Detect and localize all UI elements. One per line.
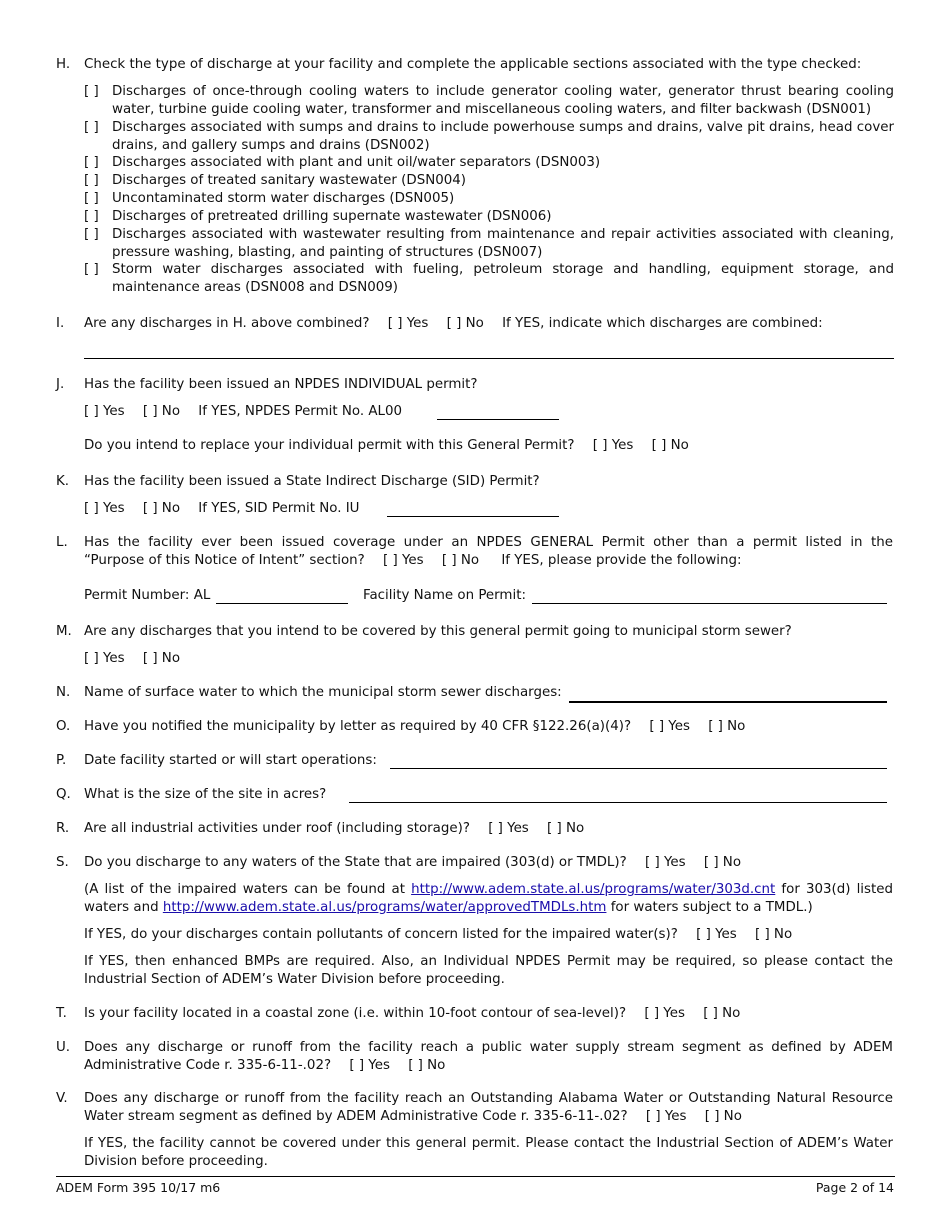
k-yes-checkbox[interactable]: [ ] Yes xyxy=(84,501,125,516)
question-s-text: Do you discharge to any waters of the State that are impaired (303(d) or TMDL)? xyxy=(84,855,627,870)
question-m-answer xyxy=(84,650,180,668)
item-letter-j: J. xyxy=(56,377,65,392)
option-dsn005: Uncontaminated storm water discharges (DSN005) xyxy=(112,191,455,206)
option-dsn006: Discharges of pretreated drilling supernate wastewater (DSN006) xyxy=(112,209,552,224)
item-letter-i: I. xyxy=(56,316,65,331)
t-yes-checkbox[interactable]: [ ] Yes xyxy=(644,1006,685,1021)
question-l-tail: If YES, please provide the following: xyxy=(501,553,742,568)
question-i-tail: If YES, indicate which discharges are combined: xyxy=(502,316,823,331)
checkbox-dsn003[interactable]: [ ] xyxy=(84,155,99,170)
footer-rule xyxy=(56,1176,895,1177)
option-dsn002: Discharges associated with sumps and drains to include powerhouse sumps and drains, valve pit drains, head cover drains, and gallery sumps and drains (DSN002) xyxy=(112,120,894,153)
question-k-answer xyxy=(84,500,360,518)
question-t xyxy=(84,1005,740,1023)
option-dsn008-009: Storm water discharges associated with fueling, petroleum storage and handling, equipment storage, and maintenance areas (DSN008 and DSN009) xyxy=(112,262,894,295)
j-yes-checkbox[interactable]: [ ] Yes xyxy=(84,404,125,419)
m-no-checkbox[interactable]: [ ] No xyxy=(142,651,181,666)
k-no-checkbox[interactable]: [ ] No xyxy=(142,501,181,516)
question-k: Has the facility been issued a State Indirect Discharge (SID) Permit? xyxy=(84,474,540,489)
option-dsn003: Discharges associated with plant and unit oil/water separators (DSN003) xyxy=(112,155,601,170)
item-letter-k: K. xyxy=(56,474,70,489)
checkbox-dsn005[interactable]: [ ] xyxy=(84,191,99,206)
j-replace-yes-checkbox[interactable]: [ ] Yes xyxy=(592,438,634,453)
item-letter-p: P. xyxy=(56,753,67,768)
u-yes-checkbox[interactable]: [ ] Yes xyxy=(349,1058,390,1073)
option-dsn007: Discharges associated with wastewater resulting from maintenance and repair activities associated with cleaning, pressure washing, blasting, and painting of structures (DSN007) xyxy=(112,227,894,260)
o-no-checkbox[interactable]: [ ] No xyxy=(708,719,746,734)
question-r-text: Are all industrial activities under roof (including storage)? xyxy=(84,821,470,836)
v-no-checkbox[interactable]: [ ] No xyxy=(704,1109,742,1124)
general-permit-number-label: Permit Number: AL xyxy=(84,588,211,603)
question-n: Name of surface water to which the municipal storm sewer discharges: xyxy=(84,685,562,700)
general-permit-number-field[interactable] xyxy=(216,603,348,604)
i-no-checkbox[interactable]: [ ] No xyxy=(446,316,484,331)
item-letter-s: S. xyxy=(56,855,69,870)
v-yes-checkbox[interactable]: [ ] Yes xyxy=(645,1109,687,1124)
question-r xyxy=(84,820,584,838)
l-no-checkbox[interactable]: [ ] No xyxy=(441,553,480,568)
i-yes-checkbox[interactable]: [ ] Yes xyxy=(387,316,429,331)
question-v: Does any discharge or runoff from the facility reach an Outstanding Alabama Water or Outstanding Natural Resource xyxy=(84,1091,893,1106)
question-j-replace-text: Do you intend to replace your individual permit with this General Permit? xyxy=(84,438,575,453)
question-s xyxy=(84,854,741,872)
question-u-line2 xyxy=(84,1057,445,1075)
item-letter-n: N. xyxy=(56,685,71,700)
option-dsn001: Discharges of once-through cooling waters to include generator cooling water, generator thrust bearing cooling water, turbine guide cooling water, transformer and miscellaneous cooling waters, and filter backwash (DSN001) xyxy=(112,84,894,117)
checkbox-dsn004[interactable]: [ ] xyxy=(84,173,99,188)
item-letter-r: R. xyxy=(56,821,70,836)
checkbox-dsn008-009[interactable]: [ ] xyxy=(84,262,99,277)
option-dsn004: Discharges of treated sanitary wastewater (DSN004) xyxy=(112,173,467,188)
question-s-pollutants-text: If YES, do your discharges contain pollutants of concern listed for the impaired water(s)? xyxy=(84,927,678,942)
item-letter-q: Q. xyxy=(56,787,71,802)
r-no-checkbox[interactable]: [ ] No xyxy=(547,821,585,836)
facility-name-label: Facility Name on Permit: xyxy=(363,588,526,603)
checkbox-dsn007[interactable]: [ ] xyxy=(84,227,99,242)
question-j: Has the facility been issued an NPDES INDIVIDUAL permit? xyxy=(84,377,478,392)
s-no-checkbox[interactable]: [ ] No xyxy=(703,855,742,870)
site-size-field[interactable] xyxy=(349,802,887,803)
impaired-waters-note: If YES, then enhanced BMPs are required. Also, an Individual NPDES Permit may be required, so please contact the Industrial Section of ADEM’s Water Division before proceeding. xyxy=(84,954,893,987)
item-letter-u: U. xyxy=(56,1040,71,1055)
item-letter-v: V. xyxy=(56,1091,68,1106)
question-u-text2: Administrative Code r. 335-6-11-.02? xyxy=(84,1058,332,1073)
u-no-checkbox[interactable]: [ ] No xyxy=(408,1058,446,1073)
question-j-replace xyxy=(84,437,689,455)
question-i-text: Are any discharges in H. above combined? xyxy=(84,316,370,331)
form-number: ADEM Form 395 10/17 m6 xyxy=(56,1180,221,1195)
impaired-waters-info-line2: waters and http://www.adem.state.al.us/programs/water/approvedTMDLs.htm for waters subject to a TMDL.) xyxy=(84,900,813,915)
o-yes-checkbox[interactable]: [ ] Yes xyxy=(649,719,690,734)
question-h: Check the type of discharge at your facility and complete the applicable sections associated with the type checked: xyxy=(84,57,862,72)
question-s-pollutants xyxy=(84,926,792,944)
question-p: Date facility started or will start operations: xyxy=(84,753,377,768)
item-letter-m: M. xyxy=(56,624,72,639)
question-q: What is the size of the site in acres? xyxy=(84,787,327,802)
question-v-text2: Water stream segment as defined by ADEM Administrative Code r. 335-6-11-.02? xyxy=(84,1109,628,1124)
link-303d-list[interactable]: http://www.adem.state.al.us/programs/water/303d.cnt xyxy=(411,882,776,897)
page-number: Page 2 of 14 xyxy=(815,1180,894,1195)
s-yes-checkbox[interactable]: [ ] Yes xyxy=(645,855,686,870)
question-t-text: Is your facility located in a coastal zone (i.e. within 10-foot contour of sea-level)? xyxy=(84,1006,627,1021)
j-no-checkbox[interactable]: [ ] No xyxy=(142,404,181,419)
question-l-text2: “Purpose of this Notice of Intent” section? xyxy=(84,553,365,568)
link-approved-tmdls[interactable]: http://www.adem.state.al.us/programs/water/approvedTMDLs.htm xyxy=(162,900,607,915)
npdes-permit-number-field[interactable] xyxy=(437,419,559,420)
checkbox-dsn001[interactable]: [ ] xyxy=(84,84,99,99)
item-letter-l: L. xyxy=(56,535,68,550)
combined-discharges-field[interactable] xyxy=(84,358,894,359)
s2-yes-checkbox[interactable]: [ ] Yes xyxy=(696,927,737,942)
question-l-line2 xyxy=(84,552,742,570)
facility-name-field[interactable] xyxy=(532,603,887,604)
surface-water-name-field[interactable] xyxy=(569,701,887,703)
l-yes-checkbox[interactable]: [ ] Yes xyxy=(383,553,424,568)
question-u: Does any discharge or runoff from the facility reach a public water supply stream segment as defined by ADEM xyxy=(84,1040,893,1055)
npdes-permit-label: If YES, NPDES Permit No. AL00 xyxy=(198,404,402,419)
start-date-field[interactable] xyxy=(390,768,887,769)
question-v-note: If YES, the facility cannot be covered under this general permit. Please contact the Industrial Section of ADEM’s Water Division before proceeding. xyxy=(84,1136,893,1169)
question-o xyxy=(84,718,745,736)
r-yes-checkbox[interactable]: [ ] Yes xyxy=(488,821,529,836)
checkbox-dsn006[interactable]: [ ] xyxy=(84,209,99,224)
question-j-answer xyxy=(84,403,402,421)
question-m: Are any discharges that you intend to be covered by this general permit going to municipal storm sewer? xyxy=(84,624,792,639)
question-o-text: Have you notified the municipality by letter as required by 40 CFR §122.26(a)(4)? xyxy=(84,719,632,734)
question-i xyxy=(84,315,823,333)
checkbox-dsn002[interactable]: [ ] xyxy=(84,120,99,135)
item-letter-h: H. xyxy=(56,57,71,72)
question-v-line2 xyxy=(84,1108,742,1126)
s2-no-checkbox[interactable]: [ ] No xyxy=(754,927,793,942)
j-replace-no-checkbox[interactable]: [ ] No xyxy=(651,438,689,453)
sid-permit-number-field[interactable] xyxy=(387,516,559,517)
question-l: Has the facility ever been issued coverage under an NPDES GENERAL Permit other than a permit listed in the xyxy=(84,535,893,550)
sid-permit-label: If YES, SID Permit No. IU xyxy=(198,501,360,516)
item-letter-o: O. xyxy=(56,719,71,734)
m-yes-checkbox[interactable]: [ ] Yes xyxy=(84,651,125,666)
t-no-checkbox[interactable]: [ ] No xyxy=(703,1006,741,1021)
item-letter-t: T. xyxy=(56,1006,67,1021)
impaired-waters-info-line1: (A list of the impaired waters can be found at http://www.adem.state.al.us/programs/water/303d.cnt for 303(d) listed xyxy=(84,882,893,897)
